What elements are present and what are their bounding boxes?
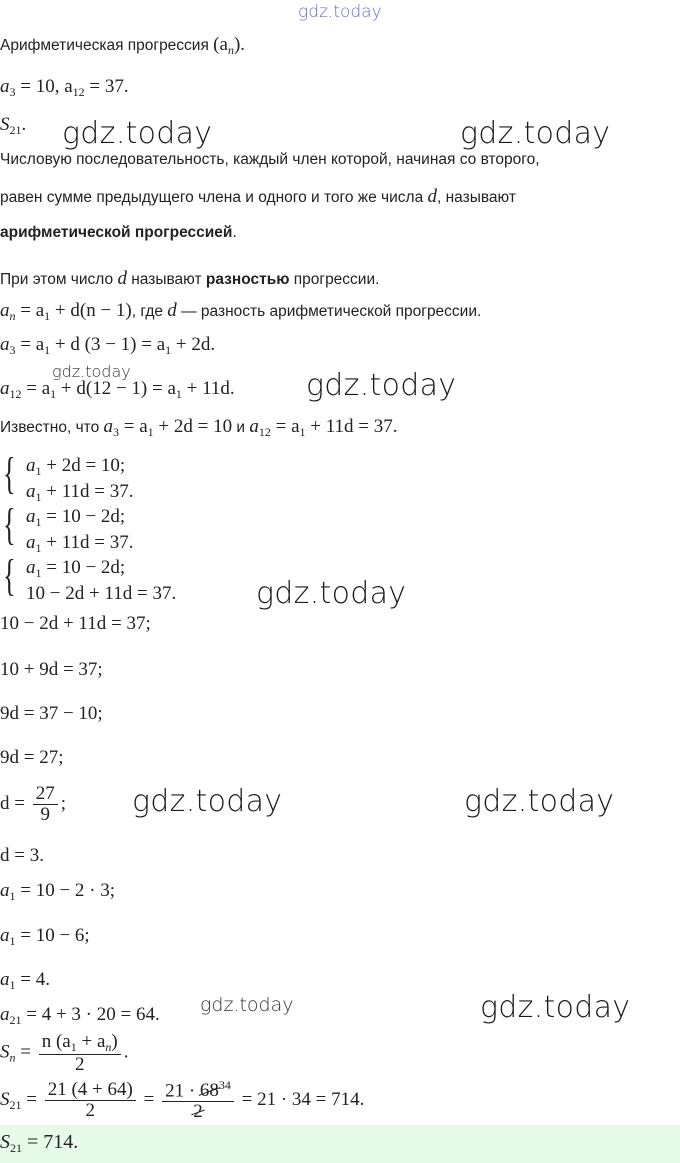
solution-step-4: 9d = 27; bbox=[0, 747, 64, 768]
system-brace: { bbox=[3, 551, 16, 600]
system-brace: { bbox=[3, 500, 16, 549]
given-values: $a_3 = 10$, $a_{12} = 37$. bbox=[0, 76, 129, 99]
solution-step-2: 10 + 9d = 37; bbox=[0, 659, 103, 680]
system-2-eq-1: $a_1 = 10 - 2d$; bbox=[26, 506, 126, 529]
difference-line: При этом число d называют разностью прогрессии. bbox=[0, 268, 380, 289]
definition-line-1: Числовую последовательность, каждый член которой, начиная со второго, bbox=[0, 151, 540, 168]
sum-formula: $S_n$ = $\frac{n (a_1 + a_n)}{2}$ . bbox=[0, 1031, 129, 1075]
definition-line-3: арифметической прогрессией. bbox=[0, 224, 237, 241]
sum-calculation: $S_{21}$ = $\frac{21 (4 + 64)}{2}$ = $\frac{21 \cdot 68^{34}}{2}$ = 21 · 34 = 714. bbox=[0, 1078, 365, 1123]
watermark: gdz.today bbox=[460, 116, 611, 151]
answer-box bbox=[0, 1125, 680, 1163]
watermark: gdz.today bbox=[306, 368, 457, 403]
system-2-eq-2: $a_1 + 11d = 37$. bbox=[26, 532, 134, 555]
solution-step-9: $a_1 = 4$. bbox=[0, 969, 50, 992]
watermark-top: gdz.today bbox=[298, 2, 382, 22]
solution-step-7: $a_1 = 10 - 2 \cdot 3$; bbox=[0, 880, 116, 903]
watermark-small: gdz.today bbox=[52, 362, 131, 381]
system-3-eq-1: $a_1 = 10 - 2d$; bbox=[26, 557, 126, 580]
known-equations: Известно, что $a_3 = a_1 + 2d = 10$ и $a_{12} = a_1 + 11d = 37$. bbox=[0, 416, 398, 439]
watermark-small: gdz.today bbox=[200, 994, 294, 1016]
system-brace: { bbox=[3, 449, 16, 498]
answer: $S_{21} = 714$. bbox=[0, 1131, 79, 1155]
task-heading: Арифметическая прогрессия $(a_n)$. bbox=[0, 34, 246, 57]
system-3-eq-2: 10 − 2d + 11d = 37. bbox=[26, 583, 177, 604]
system-1-eq-1: $a_1 + 2d = 10$; bbox=[26, 455, 126, 478]
find-target: $S_{21}$. bbox=[0, 114, 27, 137]
watermark: gdz.today bbox=[256, 576, 407, 611]
solution-step-3: 9d = 37 − 10; bbox=[0, 703, 103, 724]
general-formula: $a_n = a_1 + d(n - 1)$, где d — разность арифметической прогрессии. bbox=[0, 300, 482, 323]
solution-step-6: d = 3. bbox=[0, 845, 44, 866]
a3-expression: $a_3 = a_1 + d$ $(3 - 1) = a_1 + 2d$. bbox=[0, 334, 216, 357]
watermark: gdz.today bbox=[480, 990, 631, 1025]
solution-step-10: $a_{21} = 4 + 3 \cdot 20 = 64$. bbox=[0, 1004, 160, 1027]
watermark: gdz.today bbox=[132, 784, 283, 819]
watermark: gdz.today bbox=[464, 784, 615, 819]
solution-step-8: $a_1 = 10 - 6$; bbox=[0, 925, 90, 948]
system-1-eq-2: $a_1 + 11d = 37$. bbox=[26, 481, 134, 504]
solution-step-5: d = $\frac{27}{9}$ ; bbox=[0, 783, 66, 825]
solution-step-1: 10 − 2d + 11d = 37; bbox=[0, 613, 151, 634]
watermark: gdz.today bbox=[62, 116, 213, 151]
a12-expression: $a_{12} = a_1 + d(12 - 1) = a_1 + 11d$. bbox=[0, 378, 235, 401]
definition-line-2: равен сумме предыдущего члена и одного и того же числа d, называют bbox=[0, 186, 516, 207]
